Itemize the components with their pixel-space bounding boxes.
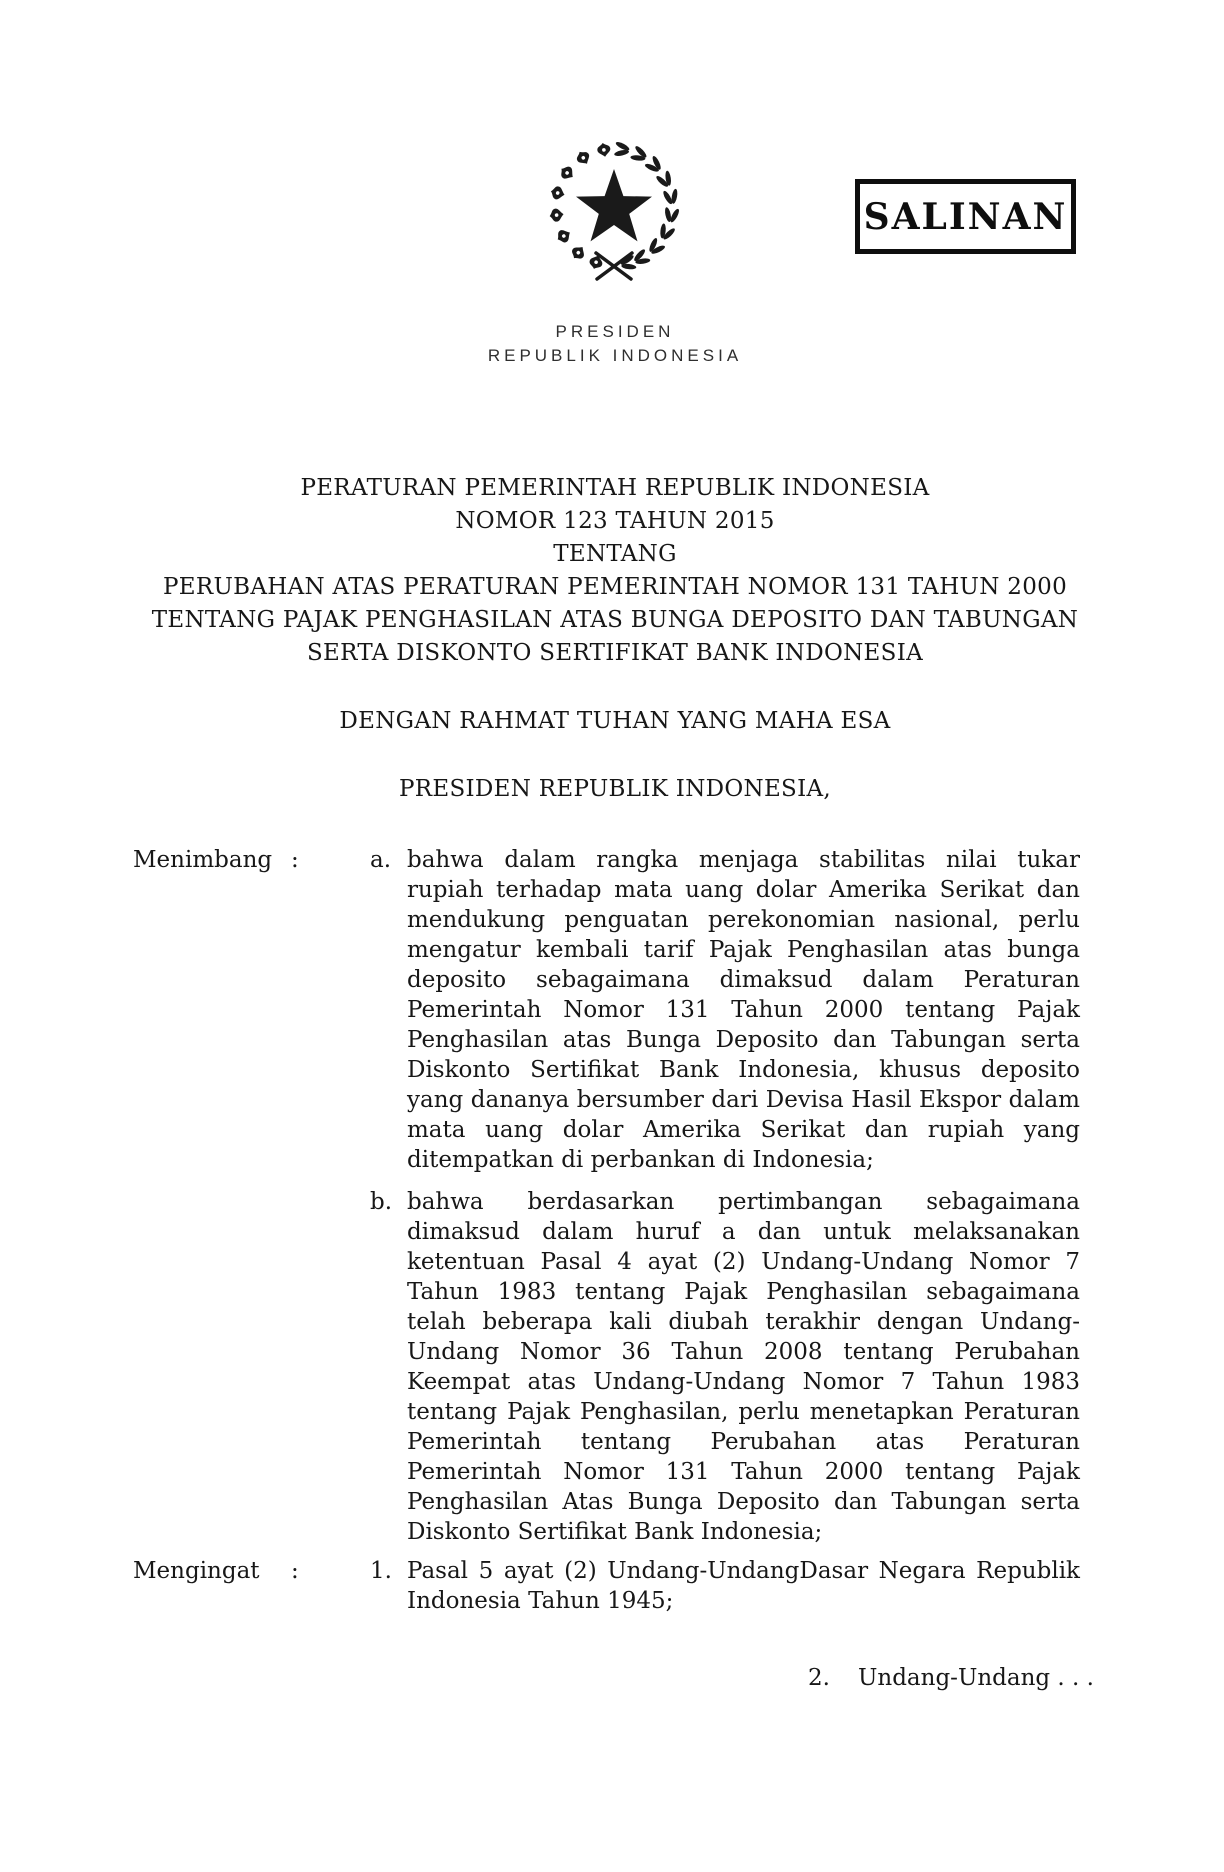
item-text: Pasal 5 ayat (2) Undang-UndangDasar Negara Republik Indonesia Tahun 1945;	[407, 1558, 1080, 1614]
salinan-stamp-label: SALINAN	[863, 195, 1068, 238]
catchword-text: Undang-Undang . . .	[858, 1665, 1094, 1691]
title-line: TENTANG	[553, 541, 677, 567]
considering-colon: :	[291, 847, 299, 873]
item-text: bahwa berdasarkan pertimbangan sebagaimana dimaksud dalam huruf a dan untuk melaksanakan ketentuan Pasal 4 ayat (2) Undang-Undang Nomor 7 Tahun 1983 tentang Pajak Penghasilan sebagaimana telah beberapa kali diubah terakhir dengan Undang-Undang Nomor 36 Tahun 2008 tentang Perubahan Keempat atas Undang-Undang Nomor 7 Tahun 1983 tentang Pajak Penghasilan, perlu menetapkan Peraturan Pemerintah tentang Perubahan atas Peraturan Pemerintah Nomor 131 Tahun 2000 tentang Pajak Penghasilan Atas Bunga Deposito dan Tabungan serta Diskonto Sertifikat Bank Indonesia;	[407, 1189, 1080, 1545]
considering-label: Menimbang	[133, 847, 273, 873]
title-line: NOMOR 123 TAHUN 2015	[455, 508, 775, 534]
considering-item	[133, 1187, 1080, 1547]
item-marker: b.	[370, 1189, 393, 1215]
star-wreath-icon	[539, 137, 689, 291]
legal-basis-label: Mengingat	[133, 1558, 260, 1584]
title-line: SERTA DISKONTO SERTIFIKAT BANK INDONESIA	[307, 640, 923, 666]
legal-basis-colon: :	[291, 1558, 299, 1584]
item-marker: a.	[370, 847, 392, 873]
considering-section	[133, 845, 1080, 1547]
letterhead-line1: PRESIDEN	[555, 322, 675, 341]
legal-basis-section	[133, 1556, 1080, 1616]
title-line: PERUBAHAN ATAS PERATURAN PEMERINTAH NOMOR 131 TAHUN 2000	[162, 574, 1068, 600]
authority-line: PRESIDEN REPUBLIK INDONESIA,	[399, 776, 831, 802]
item-text: bahwa dalam rangka menjaga stabilitas nilai tukar rupiah terhadap mata uang dolar Amerika Serikat dan mendukung penguatan perekonomian nasional, perlu mengatur kembali tarif Pajak Penghasilan atas bunga deposito sebagaimana dimaksud dalam Peraturan Pemerintah Nomor 131 Tahun 2000 tentang Pajak Penghasilan atas Bunga Deposito dan Tabungan serta Diskonto Sertifikat Bank Indonesia, khusus deposito yang dananya bersumber dari Devisa Hasil Ekspor dalam mata uang dolar Amerika Serikat dan rupiah yang ditempatkan di perbankan di Indonesia;	[407, 847, 1080, 1173]
letterhead	[133, 320, 1097, 368]
title-block	[133, 472, 1097, 670]
invocation-line: DENGAN RAHMAT TUHAN YANG MAHA ESA	[339, 708, 891, 734]
title-line: PERATURAN PEMERINTAH REPUBLIK INDONESIA	[300, 475, 930, 501]
considering-item	[133, 845, 1080, 1175]
catchword	[808, 1663, 1094, 1693]
item-marker: 1.	[370, 1558, 392, 1584]
catchword-marker: 2.	[808, 1665, 830, 1691]
presidential-emblem	[539, 137, 689, 291]
legal-basis-item	[133, 1556, 1080, 1616]
letterhead-line2: REPUBLIK INDONESIA	[487, 346, 743, 365]
salinan-stamp	[855, 179, 1076, 254]
title-line: TENTANG PAJAK PENGHASILAN ATAS BUNGA DEPOSITO DAN TABUNGAN	[151, 607, 1079, 633]
